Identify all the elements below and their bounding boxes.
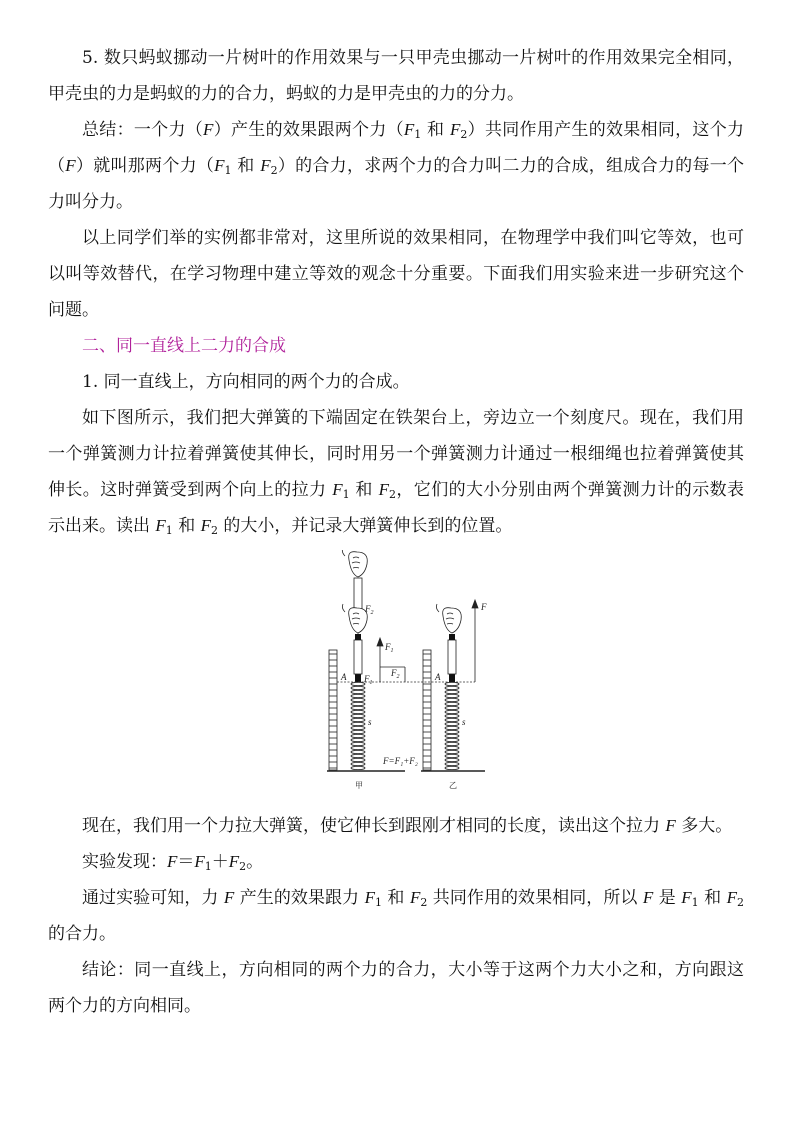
spring-coil [445, 758, 459, 761]
spring-coil [351, 706, 365, 709]
arrow-F [472, 600, 478, 682]
spring-coil [445, 686, 459, 689]
spring-coil [351, 746, 365, 749]
spring-coil [445, 694, 459, 697]
spring-coil [445, 710, 459, 713]
spring-coil [445, 750, 459, 753]
paragraph-equivalence: 以上同学们举的实例都非常对，这里所说的效果相同，在物理学中我们叫它等效，也可以叫等效替代，在学习物理中建立等效的观念十分重要。下面我们用实验来进一步研究这个问题。 [48, 228, 744, 320]
spring-coil [351, 730, 365, 733]
spring-coil [351, 758, 365, 761]
spring-coil [445, 722, 459, 725]
spring-coil [351, 710, 365, 713]
label-F1-meter: $F_1$ [364, 674, 373, 686]
label-F2-top: $F_2$ [365, 604, 374, 616]
spring-coil [445, 682, 459, 685]
spring-coil [351, 762, 365, 765]
label-F1-arrow: $F_1$ [385, 642, 394, 654]
spring-balance-right [448, 640, 456, 674]
spring-coil [445, 742, 459, 745]
spring-coil [351, 682, 365, 685]
hand-upper-icon [342, 550, 367, 577]
hand-right-icon [436, 604, 461, 633]
spring-coil [351, 722, 365, 725]
spring-coil [445, 690, 459, 693]
spring-coil [351, 738, 365, 741]
spring-right [445, 682, 459, 769]
spring-coil [445, 714, 459, 717]
paragraph-item-1: 1. 同一直线上，方向相同的两个力的合成。 [82, 372, 410, 392]
paragraph-experiment: 如下图所示，我们把大弹簧的下端固定在铁架台上，旁边立一个刻度尺。现在，我们用一个弹簧测力计拉着弹簧使其伸长，同时用另一个弹簧测力计通过一根细绳也拉着弹簧使其伸长。这时弹簧受到两个向上的拉力 $F_1$ 和 $F_2$，它们的大小分别由两个弹簧测力计的示数表示出来。读出 $F_1$ 和 $F_2$ 的大小，并记录大弹簧伸长到的位置。 [48, 408, 744, 537]
arrow-F1 [377, 638, 383, 682]
document-page [48, 40, 744, 1024]
spring-coil [351, 766, 365, 769]
spring-coil [351, 702, 365, 705]
spring-coil [351, 718, 365, 721]
spring-coil [351, 714, 365, 717]
spring-top-block-left [355, 674, 361, 682]
spring-left [351, 682, 365, 769]
spring-coil [445, 726, 459, 729]
label-F-right: F [481, 602, 487, 612]
spring-coil [445, 734, 459, 737]
spring-diagram [325, 550, 555, 800]
spring-coil [351, 742, 365, 745]
paragraph-through: 通过实验可知，力 F 产生的效果跟力 $F_1$ 和 $F_2$ 共同作用的效果相同，所以 F 是 $F_1$ 和 $F_2$ 的合力。 [48, 888, 744, 944]
spring-coil [445, 754, 459, 757]
spring-coil [445, 698, 459, 701]
label-A-right: A [435, 672, 441, 682]
paragraph-item-5: 5. 数只蚂蚁挪动一片树叶的作用效果与一只甲壳虫挪动一片树叶的作用效果完全相同，甲壳虫的力是蚂蚁的力的合力，蚂蚁的力是甲壳虫的力的分力。 [48, 48, 744, 104]
spring-coil [351, 750, 365, 753]
label-s-right: s [462, 717, 466, 727]
label-s-left: s [368, 717, 372, 727]
spring-coil [351, 754, 365, 757]
spring-coil [351, 694, 365, 697]
spring-coil [445, 718, 459, 721]
paragraph-conclusion: 结论：同一直线上，方向相同的两个力的合力，大小等于这两个力大小之和，方向跟这两个力的方向相同。 [48, 960, 744, 1016]
spring-coil [445, 706, 459, 709]
spring-coil [351, 686, 365, 689]
spring-experiment-figure [48, 550, 744, 804]
label-F2-arrow: $F_2$ [391, 668, 400, 680]
label-jia: 甲 [355, 781, 363, 790]
spring-coil [351, 726, 365, 729]
spring-coil [445, 746, 459, 749]
ruler-left [329, 650, 337, 770]
spring-coil [445, 766, 459, 769]
label-formula: F=F₁+F₂ [383, 756, 418, 766]
paragraph-now: 现在，我们用一个力拉大弹簧，使它伸长到跟刚才相同的长度，读出这个拉力 F 多大。 [82, 816, 733, 836]
spring-coil [445, 730, 459, 733]
spring-coil [351, 698, 365, 701]
paragraph-summary: 总结：一个力（F）产生的效果跟两个力（$F_1$ 和 $F_2$）共同作用产生的效果相同，这个力（F）就叫那两个力（$F_1$ 和 $F_2$）的合力，求两个力的合力叫二力的合成，组成合力的每一个力叫分力。 [48, 120, 745, 212]
paragraph-finding: 实验发现：$F=F_1+F_2$。 [82, 852, 264, 873]
spring-coil [351, 690, 365, 693]
spring-coil [445, 738, 459, 741]
spring-coil [445, 702, 459, 705]
spring-coil [351, 734, 365, 737]
section-heading: 二、同一直线上二力的合成 [82, 336, 286, 356]
spring-coil [445, 762, 459, 765]
spring-balance-lower [354, 640, 362, 674]
label-A-left: A [341, 672, 347, 682]
label-yi: 乙 [449, 781, 457, 790]
ruler-right [423, 650, 431, 770]
hand-lower-icon [342, 604, 367, 633]
